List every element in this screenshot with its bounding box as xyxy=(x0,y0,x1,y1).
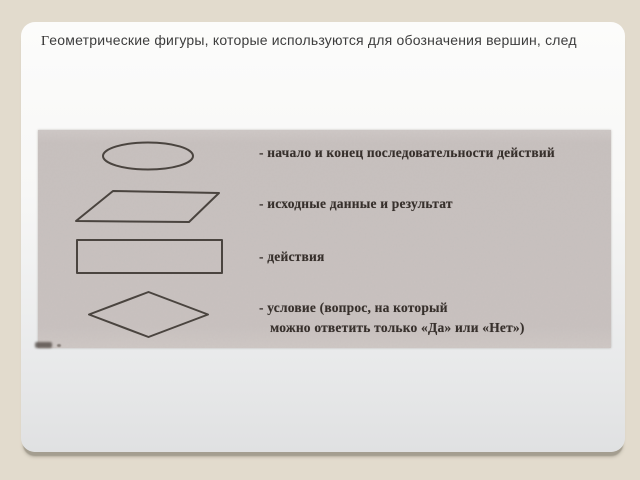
slide-title xyxy=(41,31,625,51)
paper-smudge xyxy=(35,342,52,348)
title-text: еометрические фигуры, которые используются для обозначения вершин, след xyxy=(49,32,577,48)
label-input-output: - исходные данные и результат xyxy=(259,196,453,211)
label-decision-line1: - условие (вопрос, на который xyxy=(259,300,448,315)
title-initial-letter: Г xyxy=(41,34,50,49)
label-decision-line2: можно ответить только «Да» или «Нет») xyxy=(270,320,525,335)
io-parallelogram-shape xyxy=(76,191,219,222)
terminator-ellipse-shape xyxy=(103,143,193,170)
label-terminator: - начало и конец последовательности действий xyxy=(259,145,555,160)
slide xyxy=(21,22,625,452)
label-decision xyxy=(259,298,525,338)
process-rectangle-shape xyxy=(77,240,222,273)
scanned-flowchart-figure xyxy=(38,130,611,348)
decision-diamond-shape xyxy=(89,292,208,337)
label-process: - действия xyxy=(259,249,325,264)
paper-speck xyxy=(57,344,61,347)
